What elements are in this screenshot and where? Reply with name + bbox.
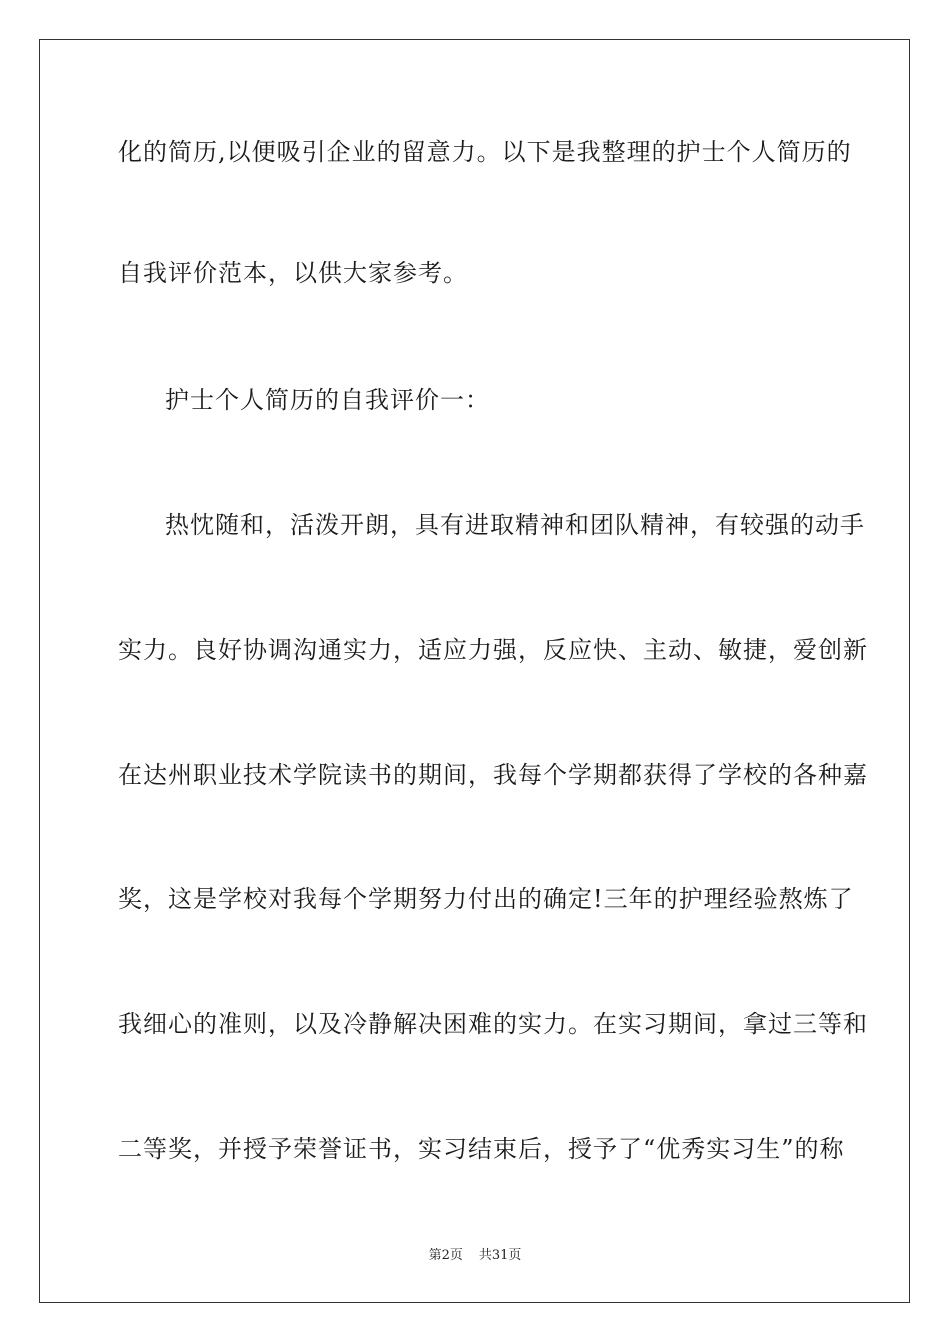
section-heading: 护士个人简历的自我评价一：	[165, 386, 490, 414]
body-line: 我细心的准则，以及冷静解决困难的实力。在实习期间，拿过三等和	[118, 1010, 868, 1038]
body-line: 在达州职业技术学院读书的期间，我每个学期都获得了学校的各种嘉	[118, 761, 868, 789]
body-line: 热忱随和，活泼开朗，具有进取精神和团队精神，有较强的动手	[165, 511, 865, 539]
body-line: 自我评价范本，以供大家参考。	[118, 259, 468, 287]
page-frame	[39, 39, 910, 1303]
page-total: 共31页	[478, 1248, 522, 1263]
page-footer	[0, 1247, 950, 1265]
page-number: 第2页	[428, 1248, 463, 1263]
body-line: 实力。良好协调沟通实力，适应力强，反应快、主动、敏捷，爱创新	[118, 636, 868, 664]
body-line: 二等奖，并授予荣誉证书，实习结束后，授予了“优秀实习生”的称	[118, 1135, 845, 1163]
body-line: 奖，这是学校对我每个学期努力付出的确定!三年的护理经验熬炼了	[118, 885, 854, 913]
body-line: 化的简历,以便吸引企业的留意力。以下是我整理的护士个人简历的	[118, 138, 852, 166]
